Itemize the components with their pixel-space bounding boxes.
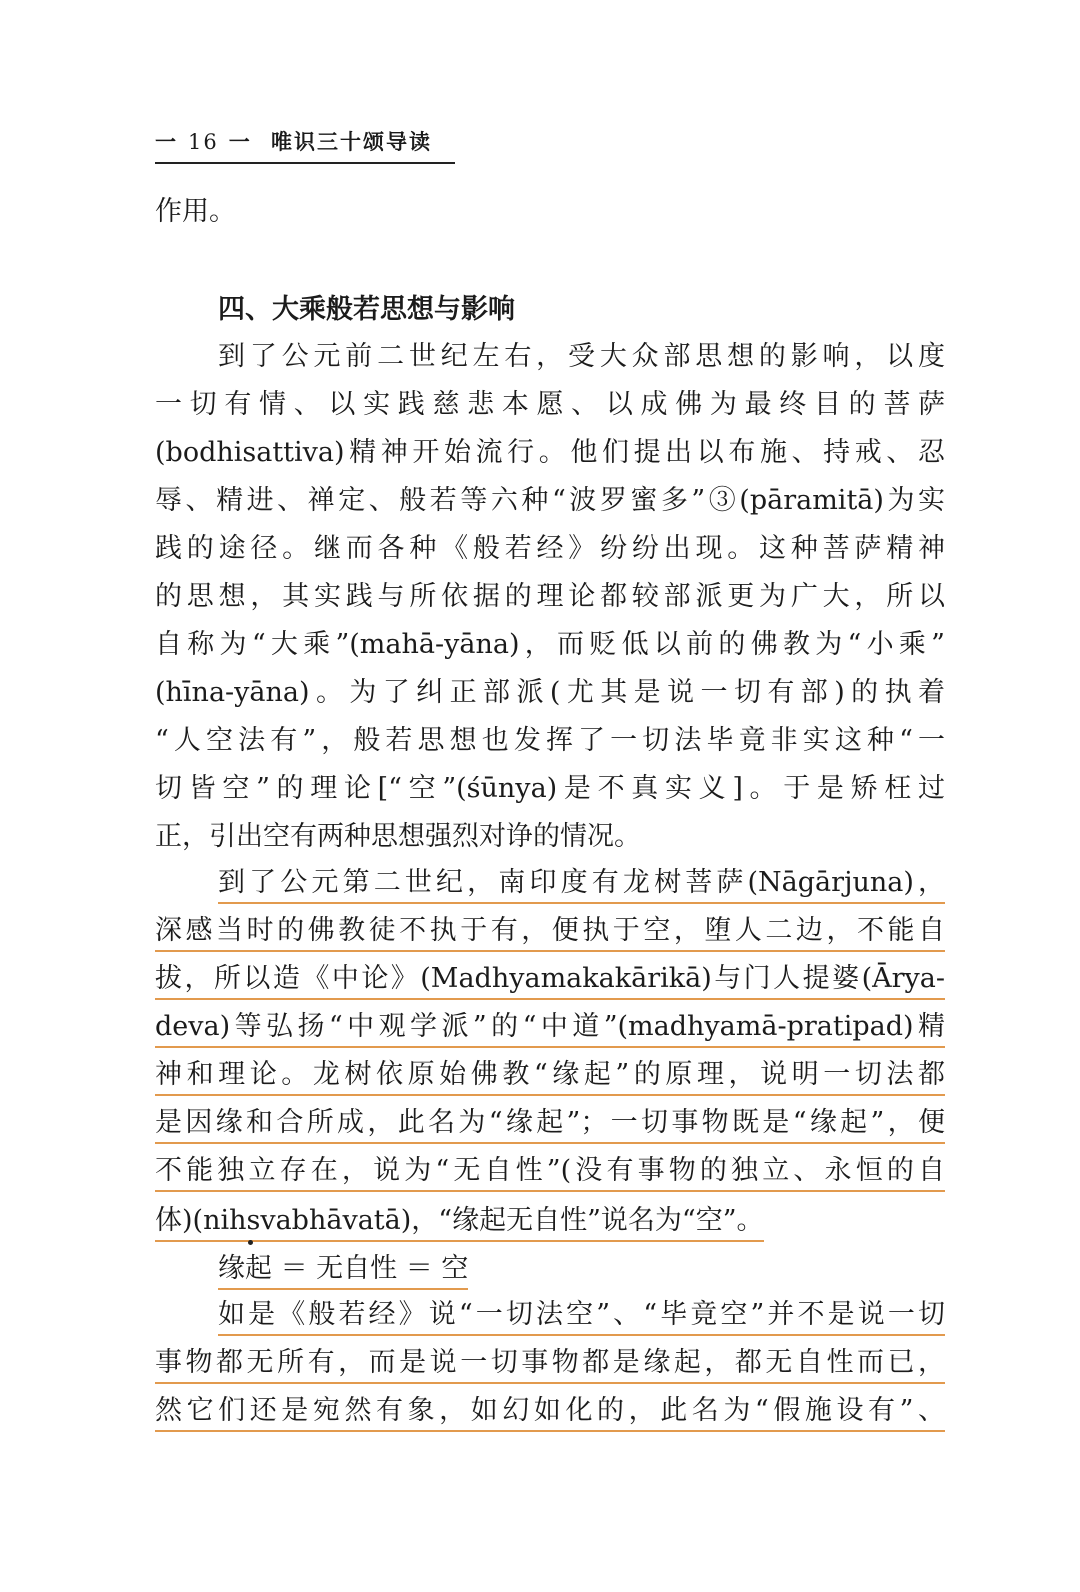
p1-line-2: 一切有情、以实践慈悲本愿、以成佛为最终目的菩萨 [155,389,945,420]
p1-line-7: 自称为“大乘”(mahā-yāna)，而贬低以前的佛教为“小乘” [155,629,945,660]
p1-line-6: 的思想，其实践与所依据的理论都较部派更为广大，所以 [155,581,945,612]
header-dash-right: 一 [228,130,252,154]
p2-line-1-highlight: 到了公元第二世纪，南印度有龙树菩萨(Nāgārjuna)， [218,865,945,904]
p1-line-5: 践的途径。继而各种《般若经》纷纷出现。这种菩萨精神 [155,533,945,564]
p2-line-8 [155,1201,945,1241]
p1-line-8: (hīna-yāna)。为了纠正部派(尤其是说一切有部)的执着 [155,677,945,708]
p1-line-9: “人空法有”，般若思想也发挥了一切法毕竟非实这种“一 [155,725,945,756]
p1-line-1: 到了公元前二世纪左右，受大众部思想的影响，以度 [218,341,945,372]
p2-line-4-highlight: deva)等弘扬“中观学派”的“中道”(madhyamā-pratipad)精 [155,1009,945,1048]
p2-line-8-highlight: 体)(nihsvabhāvatā)，“缘起无自性”说名为“空”。 [155,1203,764,1242]
p3-line-2 [155,1345,945,1385]
running-header [155,126,455,164]
formula-line [218,1249,945,1289]
formula-highlight: 缘起 ＝ 无自性 ＝ 空 [218,1251,468,1290]
p3-line-1 [218,1297,945,1337]
p2-line-4 [155,1009,945,1049]
p1-line-3: (bodhisattiva)精神开始流行。他们提出以布施、持戒、忍 [155,437,945,468]
emphasis-dot [248,1240,253,1245]
p2-line-6-highlight: 是因缘和合所成，此名为“缘起”；一切事物既是“缘起”，便 [155,1105,945,1144]
p3-line-3-highlight: 然它们还是宛然有象，如幻如化的，此名为“假施设有”、 [155,1393,945,1432]
p2-line-2 [155,913,945,953]
book-title: 唯识三十颂导读 [271,130,433,154]
p1-line-10: 切皆空”的理论[“空”(śūnya)是不真实义]。于是矫枉过 [155,773,945,804]
page-number: 16 [188,130,219,154]
p3-line-2-highlight: 事物都无所有，而是说一切事物都是缘起，都无自性而已， [155,1345,945,1384]
p2-line-2-highlight: 深感当时的佛教徒不执于有，便执于空，堕人二边，不能自 [155,913,945,952]
section-heading: 四、大乘般若思想与影响 [218,294,515,325]
p2-line-3 [155,961,945,1001]
p1-line-11: 正，引出空有两种思想强烈对诤的情况。 [155,821,641,852]
p2-line-1 [218,865,945,905]
p2-line-7-highlight: 不能独立存在，说为“无自性”(没有事物的独立、永恒的自 [155,1153,945,1192]
p3-line-3 [155,1393,945,1433]
p2-line-5 [155,1057,945,1097]
header-dash-left: 一 [155,130,178,154]
p2-line-5-highlight: 神和理论。龙树依原始佛教“缘起”的原理，说明一切法都 [155,1057,945,1096]
p2-line-7 [155,1153,945,1193]
p3-line-1-highlight: 如是《般若经》说“一切法空”、“毕竟空”并不是说一切 [218,1297,945,1336]
previous-paragraph-end: 作用。 [155,196,236,227]
p2-line-6 [155,1105,945,1145]
p1-line-4: 辱、精进、禅定、般若等六种“波罗蜜多”③(pāramitā)为实 [155,485,945,516]
p2-line-3-highlight: 拔，所以造《中论》(Madhyamakakārikā)与门人提婆(Ārya- [155,961,945,1000]
